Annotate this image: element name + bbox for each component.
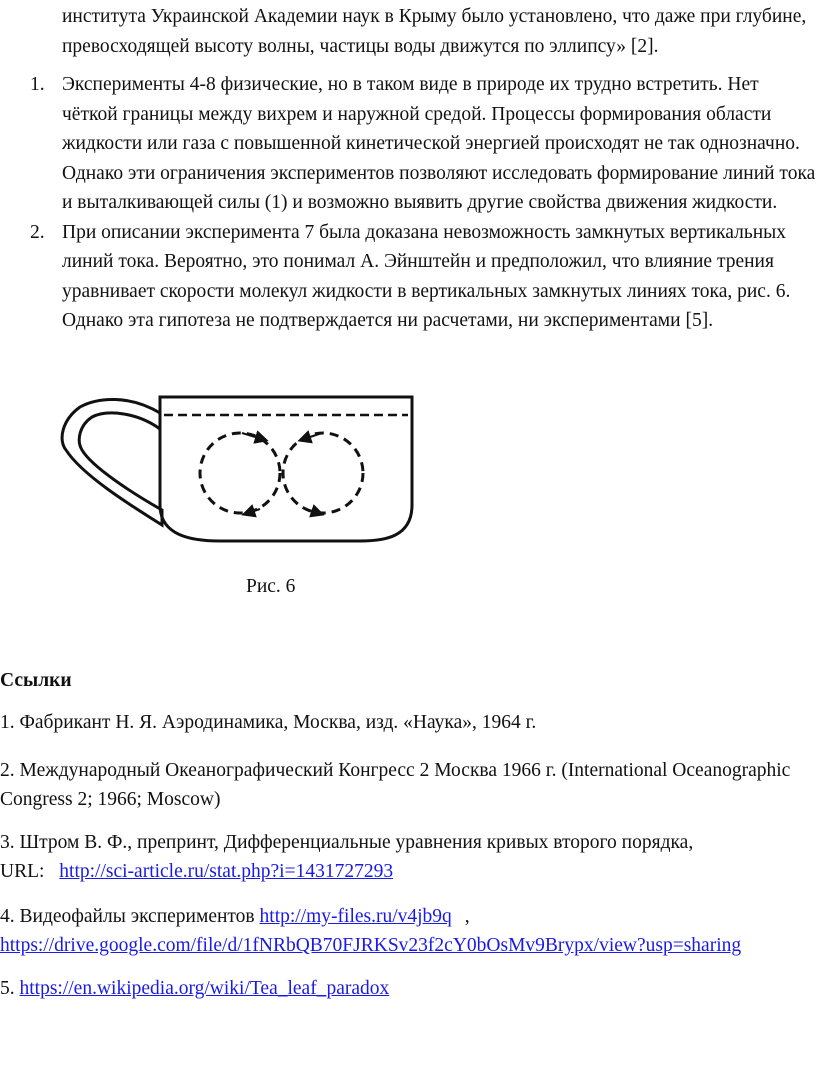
- numbered-list: [0, 70, 816, 336]
- right-vortex-circle: [283, 433, 363, 513]
- reference-link[interactable]: http://my-files.ru/v4jb9q: [259, 906, 452, 927]
- reference-link[interactable]: http://sci-article.ru/stat.php?i=1431727293: [59, 861, 394, 882]
- reference-item: [0, 902, 812, 960]
- reference-text: 1. Фабрикант Н. Я. Аэродинамика, Москва, изд. «Наука», 1964 г.: [0, 712, 537, 733]
- list-item-number: 1.: [30, 74, 45, 95]
- list-item: [0, 218, 816, 336]
- reference-link[interactable]: https://drive.google.com/file/d/1fNRbQB70FJRKSv23f2cY0bOsMv9Brypx/view?usp=sharing: [0, 935, 742, 956]
- reference-item: [0, 828, 812, 886]
- reference-link[interactable]: https://en.wikipedia.org/wiki/Tea_leaf_paradox: [19, 978, 390, 999]
- reference-item: [0, 708, 812, 737]
- cup-vortex-figure: [60, 385, 480, 560]
- reference-item: [0, 756, 812, 814]
- reference-number: 5.: [0, 978, 15, 999]
- figure-caption: Рис. 6: [246, 576, 296, 597]
- intro-paragraph: института Украинской Академии наук в Крыму было установлено, что даже при глубине, превосходящей высоту волны, частицы воды движутся по эллипсу» [2].: [62, 6, 807, 57]
- reference-text: 2. Международный Океанографический Конгресс 2 Москва 1966 г. (International Oceanographic Congress 2; 1966; Moscow): [0, 760, 791, 810]
- left-vortex-circle: [200, 433, 280, 513]
- list-item: [0, 70, 816, 218]
- list-item-number: 2.: [30, 221, 45, 243]
- reference-item: [0, 974, 812, 1003]
- cup-handle: [62, 399, 162, 525]
- list-item-text: Эксперименты 4-8 физические, но в таком виде в природе их трудно встретить. Нет чёткой границы между вихрем и наружной средой. Процессы формирования области жидкости или газа с повышенной кинетической энергией происходят не так однозначно. Однако эти ограничения экспериментов позволяют исследовать формирование линий тока и выталкивающей силы (1) и возможно выявить другие свойства движения жидкости.: [62, 74, 816, 213]
- reference-text: 4. Видеофайлы экспериментов: [0, 906, 255, 927]
- references-heading: Ссылки: [0, 670, 72, 691]
- reference-url-label: URL:: [0, 861, 45, 882]
- reference-text: 3. Штром В. Ф., препринт, Дифференциальные уравнения кривых второго порядка,: [0, 832, 694, 853]
- cup-body: [160, 397, 412, 541]
- reference-separator: ,: [464, 906, 470, 927]
- list-item-text: При описании эксперимента 7 была доказана невозможность замкнутых вертикальных линий тока. Вероятно, это понимал А. Эйнштейн и предположил, что влияние трения уравнивает скорости молекул жидкости в вертикальных замкнутых линиях тока, рис. 6. Однако эта гипотеза не подтверждается ни расчетами, ни экспериментами [5].: [62, 221, 791, 331]
